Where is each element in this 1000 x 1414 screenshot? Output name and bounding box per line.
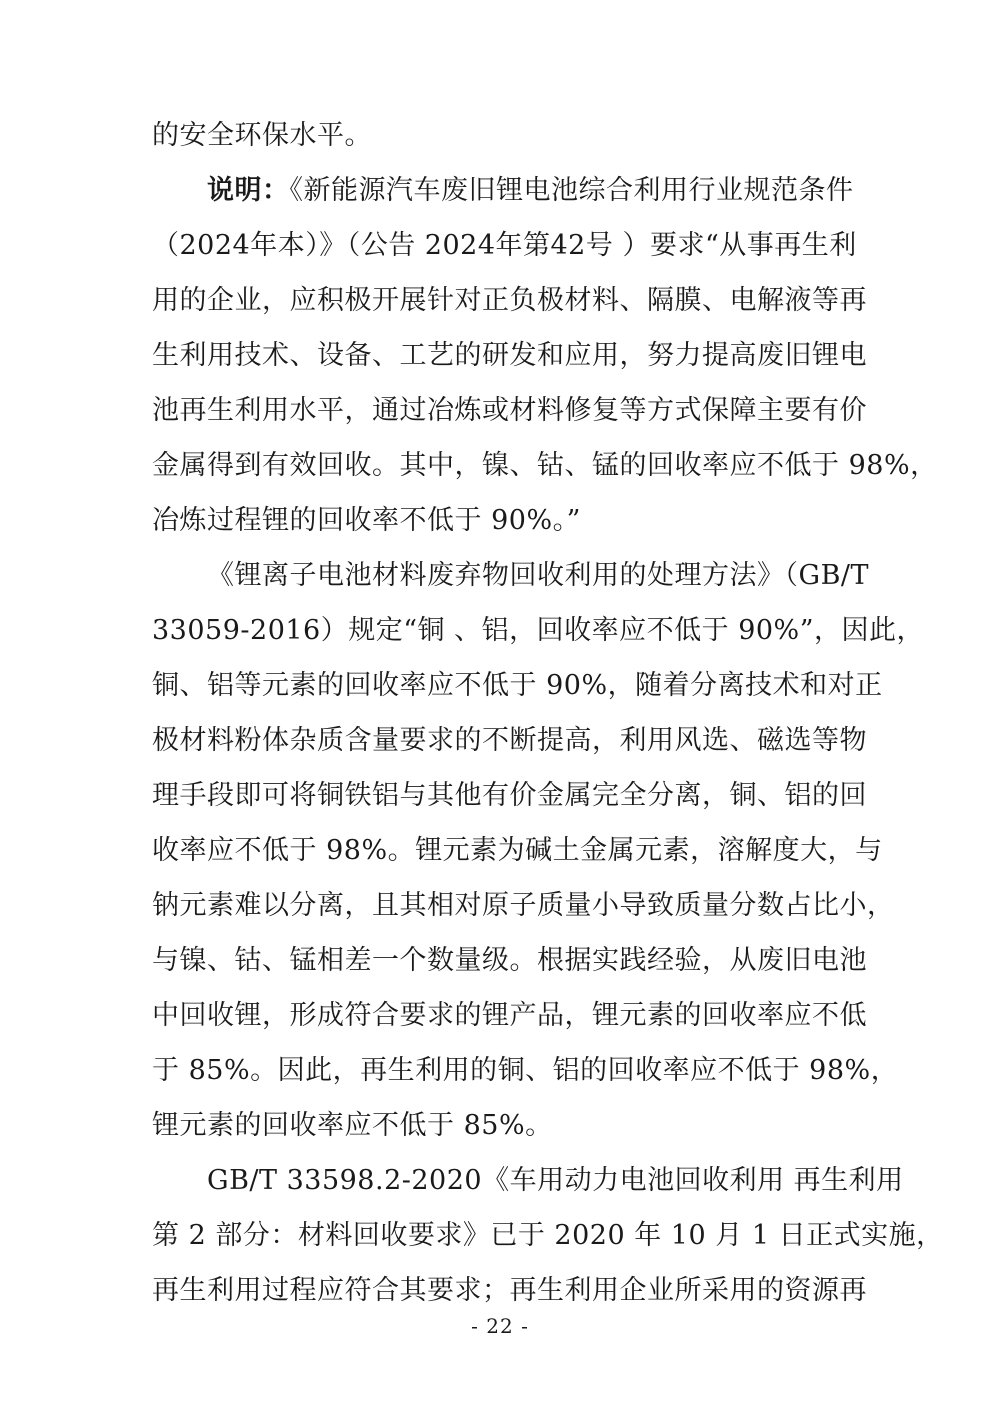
note-text: 《新能源汽车废旧锂电池综合利用行业规范条件 <box>289 175 854 206</box>
text-line: GB/T 33598.2-2020《车用动力电池回收利用 再生利用 <box>207 1165 904 1196</box>
text-line: 第 2 部分：材料回收要求》已于 2020 年 10 月 1 日正式实施， <box>152 1220 944 1251</box>
text-line <box>207 173 852 209</box>
text-line: 钠元素难以分离，且其相对原子质量小导致质量分数占比小， <box>152 890 895 921</box>
text-line: 收率应不低于 98%。锂元素为碱土金属元素，溶解度大，与 <box>152 835 883 866</box>
text-line: 极材料粉体杂质含量要求的不断提高，利用风选、磁选等物 <box>152 725 867 756</box>
text-line: 金属得到有效回收。其中，镍、钴、锰的回收率应不低于 98%， <box>152 450 938 481</box>
text-line: 池再生利用水平，通过冶炼或材料修复等方式保障主要有价 <box>152 395 867 426</box>
text-line: 用的企业，应积极开展针对正负极材料、隔膜、电解液等再 <box>152 285 867 316</box>
text-line: 于 85%。因此，再生利用的铜、铝的回收率应不低于 98%， <box>152 1055 899 1086</box>
text-line: 中回收锂，形成符合要求的锂产品，锂元素的回收率应不低 <box>152 1000 867 1031</box>
text-line: 再生利用过程应符合其要求；再生利用企业所采用的资源再 <box>152 1275 867 1306</box>
note-label: 说明： <box>207 175 290 206</box>
page-number: - 22 - <box>471 1314 529 1338</box>
text-line: 铜、铝等元素的回收率应不低于 90%，随着分离技术和对正 <box>152 670 883 701</box>
text-line: （2024年本）》（公告 2024年第42号 ）要求“从事再生利 <box>152 230 857 261</box>
text-line: 《锂离子电池材料废弃物回收利用的处理方法》（GB/T <box>207 560 870 591</box>
text-line: 冶炼过程锂的回收率不低于 90%。” <box>152 505 581 536</box>
text-line: 锂元素的回收率应不低于 85%。 <box>152 1110 553 1141</box>
text-line: 的安全环保水平。 <box>152 120 372 151</box>
text-line: 理手段即可将铜铁铝与其他有价金属完全分离，铜、铝的回 <box>152 780 867 811</box>
text-line: 生利用技术、设备、工艺的研发和应用，努力提高废旧锂电 <box>152 340 867 371</box>
text-line: 与镍、钴、锰相差一个数量级。根据实践经验，从废旧电池 <box>152 945 867 976</box>
text-line: 33059-2016）规定“铜 、铝，回收率应不低于 90%”，因此， <box>152 615 925 646</box>
